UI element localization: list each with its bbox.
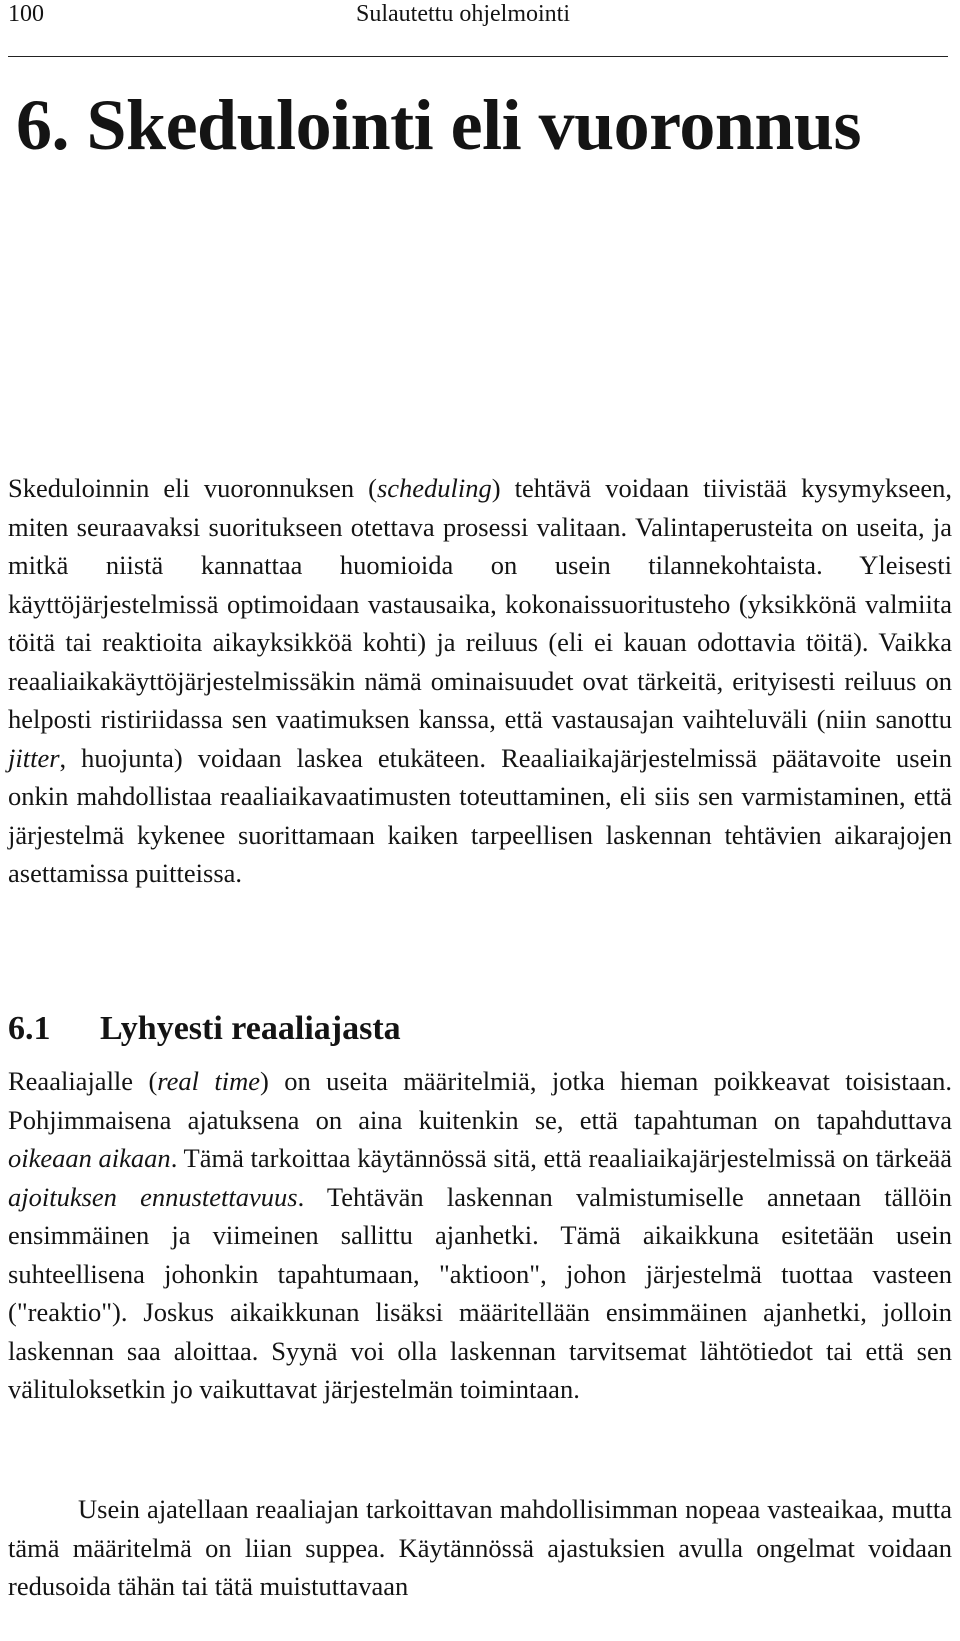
term-scheduling: scheduling	[376, 473, 492, 503]
running-header	[8, 0, 948, 34]
section-heading	[8, 1007, 401, 1051]
running-title: Sulautettu ohjelmointi	[356, 1, 570, 27]
term-real-time: real time	[157, 1066, 260, 1096]
section-text-4: . Tehtävän laskennan valmistumiselle annetaan tällöin ensimmäinen ja viimeinen sallittu ajanhetki. Tämä aikaikkuna esitetään usein suhteellisena johonkin tapahtumaan, "aktioon", johon järjestelmä tuottaa vasteen ("reaktio"). Joskus aikaikkunan lisäksi määritellään ensimmäinen ajanhetki, jolloin laskennan saa aloittaa. Syynä voi olla laskennan tarvitsemat lähtötiedot tai että sen välituloksetkin jo vaikuttavat järjestelmän toimintaan.	[8, 1181, 952, 1404]
page-number: 100	[8, 1, 44, 27]
intro-paragraph	[8, 469, 952, 893]
intro-text-1: Skeduloinnin eli vuoronnuksen (	[8, 473, 377, 503]
section-text-2: ) on useita määritelmiä, jotka hieman poikkeavat toisistaan. Pohjimmaisena ajatuksena on aina kuitenkin se, että tapahtuman on tapahduttava	[8, 1066, 952, 1135]
section-title: Lyhyesti reaaliajasta	[100, 1010, 401, 1047]
header-rule	[8, 56, 948, 57]
term-jitter: jitter	[8, 742, 60, 773]
intro-text-2: ) tehtävä voidaan tiivistää kysymykseen, miten seuraavaksi suoritukseen otettava prosessi valitaan. Valintaperusteita on useita, ja mitkä niistä kannattaa huomioida on usein tilannekohtaista. Yleisesti käyttöjärjestelmissä optimoidaan vastausaika, kokonaissuoritusteho (yksikkönä valmiita töitä tai reaktioita aikayksikköä kohti) ja reiluus (eli ei kauan odottavia töitä). Vaikka reaaliaikakäyttöjärjestelmissäkin nämä ominaisuudet ovat tärkeitä, erityisesti reiluus on helposti ristiriidassa sen vaatimuksen kanssa, että vastausajan vaihteluväli (niin sanottu	[8, 473, 952, 734]
intro-text-3: , huojunta) voidaan laskea etukäteen. Reaaliaikajärjestelmissä päätavoite usein onkin mahdollistaa reaaliaikavaatimusten toteuttaminen, eli siis sen varmistaminen, että järjestelmä kykenee suorittamaan kaiken tarpeellisen laskennan tehtävien aikarajojen asettamissa puitteissa.	[8, 742, 952, 888]
last-paragraph-text: Usein ajatellaan reaaliajan tarkoittavan mahdollisimman nopeaa vasteaikaa, mutta tämä määritelmä on liian suppea. Käytännössä ajastuksien avulla ongelmat voidaan redusoida tähän tai tätä muistuttavaan	[8, 1494, 952, 1601]
section-text-3: . Tämä tarkoittaa käytännössä sitä, että reaaliaikajärjestelmissä on tärkeää	[170, 1143, 952, 1173]
term-predictability: ajoituksen ennustettavuus	[8, 1181, 298, 1212]
section-paragraph	[8, 1062, 952, 1409]
section-number: 6.1	[8, 1010, 51, 1047]
last-paragraph	[8, 1490, 952, 1606]
section-text-1: Reaaliajalle (	[8, 1066, 158, 1096]
term-right-time: oikeaan aikaan	[8, 1143, 171, 1173]
chapter-title: 6. Skedulointi eli vuoronnus	[16, 85, 861, 165]
